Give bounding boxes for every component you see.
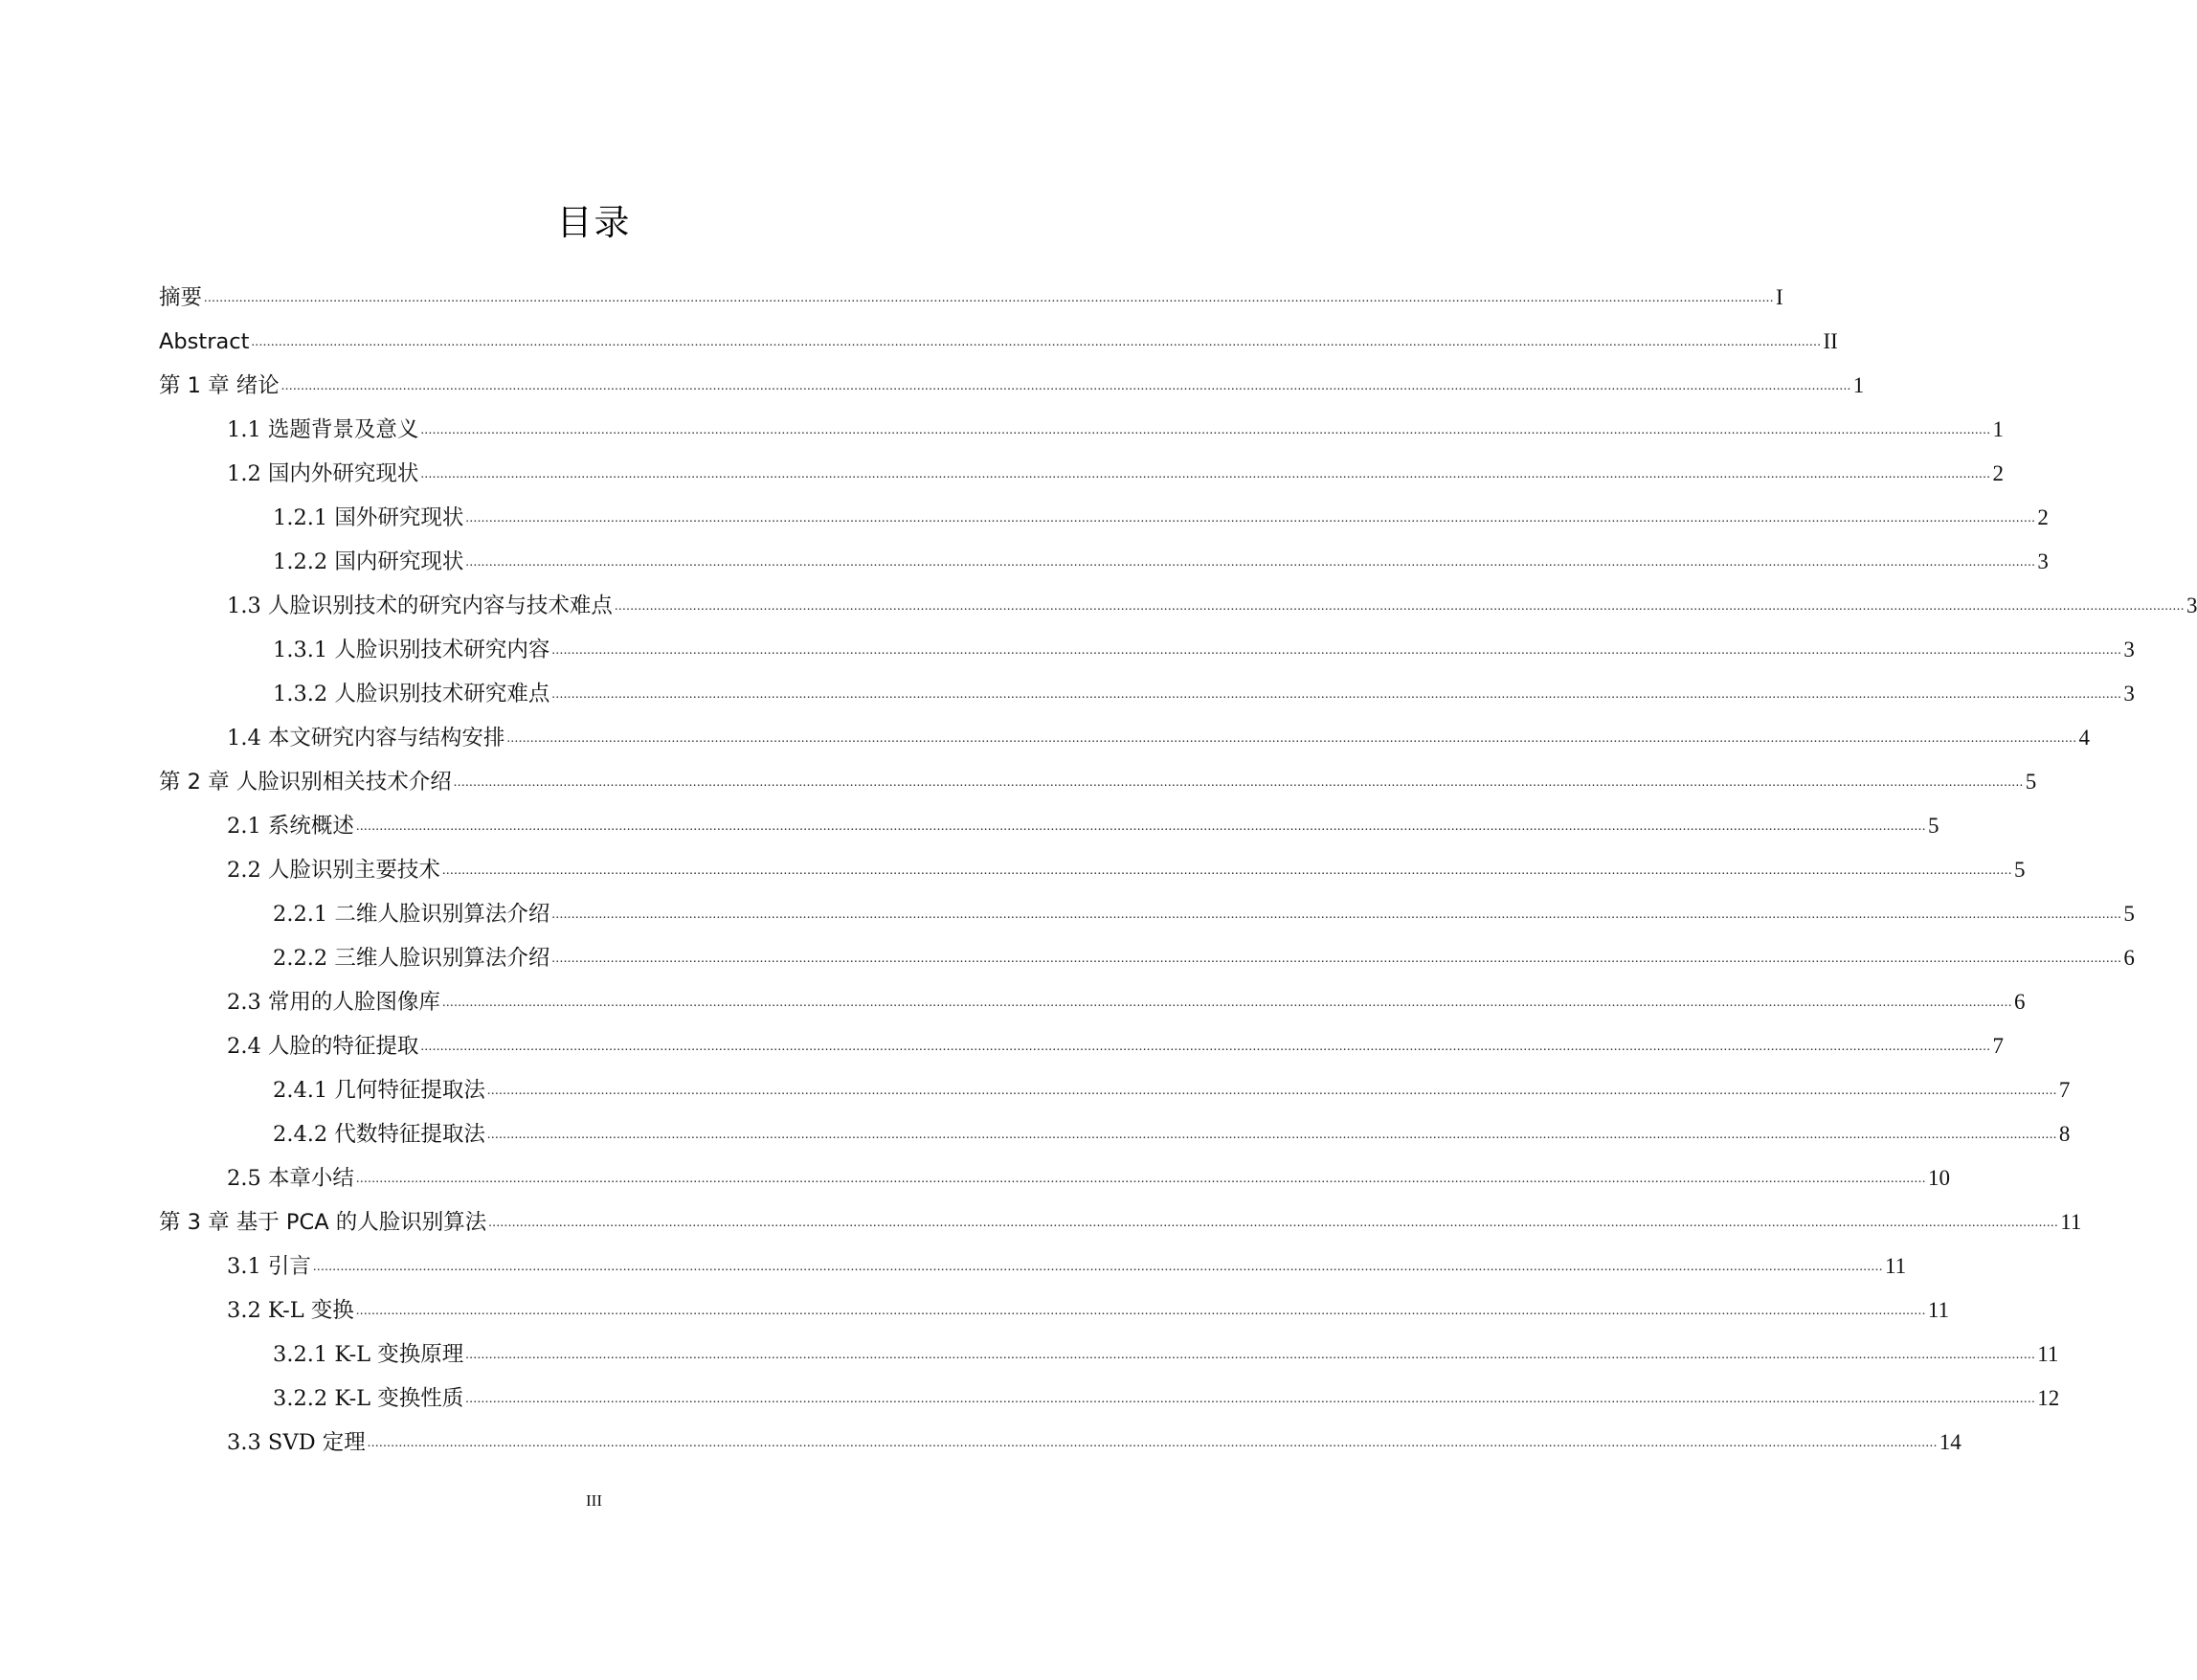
toc-entry-page-number: 7 — [1992, 1034, 2004, 1058]
toc-entry-page-number: 2 — [1992, 461, 2004, 485]
toc-entry[interactable] — [159, 1368, 2060, 1412]
toc-entry[interactable] — [159, 663, 2135, 707]
dot-leader: ................................................................................................................................................................................................................................................................................................................................................................................................................ — [551, 643, 2122, 658]
toc-entry[interactable] — [159, 1412, 1962, 1456]
dot-leader: ................................................................................................................................................................................................................................................................................................................................................................................................................ — [355, 1304, 1926, 1318]
toc-entry[interactable] — [159, 1016, 2004, 1060]
toc-entry-label: 2.2.1 二维人脸识别算法介绍 — [273, 902, 550, 927]
toc-entry-page-number: 2 — [2037, 505, 2049, 529]
dot-leader: ................................................................................................................................................................................................................................................................................................................................................................................................................ — [355, 819, 1926, 834]
toc-entry-page-number: 5 — [2123, 902, 2135, 926]
dot-leader: ................................................................................................................................................................................................................................................................................................................................................................................................................ — [486, 1128, 2057, 1142]
toc-entry[interactable] — [159, 355, 1865, 399]
dot-leader: ................................................................................................................................................................................................................................................................................................................................................................................................................ — [420, 423, 1991, 437]
toc-entry-page-number: 6 — [2013, 990, 2026, 1014]
dot-leader: ................................................................................................................................................................................................................................................................................................................................................................................................................ — [551, 952, 2122, 966]
toc-entry-page-number: 3 — [2123, 682, 2135, 706]
toc-entry-page-number: 8 — [2058, 1122, 2071, 1146]
dot-leader: ................................................................................................................................................................................................................................................................................................................................................................................................................ — [488, 1216, 2059, 1230]
dot-leader: ................................................................................................................................................................................................................................................................................................................................................................................................................ — [420, 467, 1991, 482]
toc-entry-page-number: 4 — [2078, 726, 2090, 750]
toc-entry-label: 1.4 本文研究内容与结构安排 — [227, 726, 505, 750]
toc-entry-label: 1.2.2 国内研究现状 — [273, 549, 464, 574]
toc-entry-label: 1.3.1 人脸识别技术研究内容 — [273, 638, 550, 662]
dot-leader: ................................................................................................................................................................................................................................................................................................................................................................................................................ — [441, 863, 2012, 878]
toc-entry[interactable] — [159, 884, 2135, 928]
dot-leader: ................................................................................................................................................................................................................................................................................................................................................................................................................ — [614, 599, 2185, 614]
toc-entry[interactable] — [159, 1324, 2059, 1368]
toc-entry-label: 1.2.1 国外研究现状 — [273, 505, 464, 530]
toc-entry-label: 2.5 本章小结 — [227, 1166, 354, 1191]
dot-leader: ................................................................................................................................................................................................................................................................................................................................................................................................................ — [367, 1436, 1938, 1450]
toc-entry[interactable] — [159, 1104, 2071, 1148]
toc-entry-label: 2.2.2 三维人脸识别算法介绍 — [273, 946, 550, 971]
dot-leader: ................................................................................................................................................................................................................................................................................................................................................................................................................ — [465, 511, 2036, 526]
toc-entry-label: 3.2 K-L 变换 — [227, 1298, 354, 1323]
toc-entry-label: 2.4.1 几何特征提取法 — [273, 1078, 485, 1103]
toc-entry[interactable] — [159, 311, 1838, 355]
toc-entry-page-number: 1 — [1992, 417, 2004, 441]
toc-entry[interactable] — [159, 531, 2049, 575]
dot-leader: ................................................................................................................................................................................................................................................................................................................................................................................................................ — [551, 687, 2122, 702]
toc-entry-page-number: 5 — [2013, 858, 2026, 882]
table-of-contents — [159, 267, 2197, 1456]
toc-entry[interactable] — [159, 399, 2004, 443]
toc-entry-page-number: 11 — [2060, 1210, 2082, 1234]
toc-entry-page-number: 5 — [1927, 814, 1939, 838]
toc-title: 目录 — [556, 202, 632, 243]
toc-entry[interactable] — [159, 443, 2004, 487]
toc-entry-page-number: 11 — [2037, 1342, 2059, 1366]
toc-entry-label: 2.2 人脸识别主要技术 — [227, 858, 440, 883]
toc-entry-label: 3.1 引言 — [227, 1254, 311, 1279]
page-number-footer: III — [586, 1491, 602, 1510]
toc-entry[interactable] — [159, 751, 2037, 795]
toc-entry[interactable] — [159, 575, 2197, 619]
toc-entry-label: 第 1 章 绪论 — [159, 373, 280, 398]
toc-entry-label: 第 2 章 人脸识别相关技术介绍 — [159, 770, 452, 795]
dot-leader: ................................................................................................................................................................................................................................................................................................................................................................................................................ — [486, 1084, 2057, 1098]
toc-entry-page-number: 14 — [1939, 1430, 1962, 1454]
dot-leader: ................................................................................................................................................................................................................................................................................................................................................................................................................ — [204, 291, 1775, 305]
toc-entry[interactable] — [159, 972, 2026, 1016]
toc-entry[interactable] — [159, 840, 2026, 884]
dot-leader: ................................................................................................................................................................................................................................................................................................................................................................................................................ — [551, 907, 2122, 922]
dot-leader: ................................................................................................................................................................................................................................................................................................................................................................................................................ — [465, 1348, 2036, 1362]
toc-entry[interactable] — [159, 928, 2135, 972]
toc-entry-label: 2.1 系统概述 — [227, 814, 354, 839]
toc-entry-page-number: I — [1776, 285, 1783, 309]
toc-entry[interactable] — [159, 267, 1783, 311]
toc-entry-label: 摘要 — [159, 285, 203, 310]
toc-entry-label: 1.1 选题背景及意义 — [227, 417, 419, 442]
toc-entry-page-number: II — [1823, 329, 1838, 353]
toc-entry[interactable] — [159, 1280, 1949, 1324]
toc-entry[interactable] — [159, 707, 2090, 751]
dot-leader: ................................................................................................................................................................................................................................................................................................................................................................................................................ — [453, 775, 2024, 790]
toc-entry-page-number: 7 — [2058, 1078, 2071, 1102]
toc-entry-page-number: 3 — [2037, 549, 2049, 573]
dot-leader: ................................................................................................................................................................................................................................................................................................................................................................................................................ — [506, 731, 2077, 746]
dot-leader: ................................................................................................................................................................................................................................................................................................................................................................................................................ — [251, 335, 1822, 349]
toc-entry-page-number: 3 — [2186, 594, 2197, 617]
toc-entry-page-number: 11 — [1884, 1254, 1907, 1278]
dot-leader: ................................................................................................................................................................................................................................................................................................................................................................................................................ — [312, 1260, 1883, 1274]
toc-entry[interactable] — [159, 1060, 2071, 1104]
toc-entry-label: Abstract — [159, 329, 250, 354]
toc-entry-label: 2.3 常用的人脸图像库 — [227, 990, 440, 1015]
toc-entry-page-number: 3 — [2123, 638, 2135, 661]
toc-entry-label: 1.3.2 人脸识别技术研究难点 — [273, 682, 550, 706]
toc-entry[interactable] — [159, 1236, 1907, 1280]
dot-leader: ................................................................................................................................................................................................................................................................................................................................................................................................................ — [465, 1392, 2036, 1406]
toc-entry-page-number: 11 — [1927, 1298, 1949, 1322]
dot-leader: ................................................................................................................................................................................................................................................................................................................................................................................................................ — [465, 555, 2036, 570]
toc-entry-label: 2.4 人脸的特征提取 — [227, 1034, 419, 1059]
dot-leader: ................................................................................................................................................................................................................................................................................................................................................................................................................ — [355, 1172, 1926, 1186]
toc-entry-label: 第 3 章 基于 PCA 的人脸识别算法 — [159, 1210, 487, 1235]
toc-entry-page-number: 12 — [2037, 1386, 2060, 1410]
toc-entry-label: 3.2.2 K-L 变换性质 — [273, 1386, 464, 1411]
toc-entry[interactable] — [159, 795, 1939, 840]
toc-entry-label: 3.2.1 K-L 变换原理 — [273, 1342, 464, 1367]
toc-entry-page-number: 10 — [1927, 1166, 1950, 1190]
toc-entry-label: 3.3 SVD 定理 — [227, 1430, 366, 1455]
toc-entry[interactable] — [159, 1192, 2082, 1236]
toc-entry-page-number: 5 — [2025, 770, 2037, 794]
toc-entry-label: 1.2 国内外研究现状 — [227, 461, 419, 486]
toc-entry-page-number: 1 — [1852, 373, 1865, 397]
toc-entry-label: 2.4.2 代数特征提取法 — [273, 1122, 485, 1147]
dot-leader: ................................................................................................................................................................................................................................................................................................................................................................................................................ — [420, 1040, 1991, 1054]
toc-entry-page-number: 6 — [2123, 946, 2135, 970]
toc-entry-label: 1.3 人脸识别技术的研究内容与技术难点 — [227, 594, 613, 618]
dot-leader: ................................................................................................................................................................................................................................................................................................................................................................................................................ — [441, 996, 2012, 1010]
toc-entry[interactable] — [159, 487, 2049, 531]
toc-entry[interactable] — [159, 1148, 1950, 1192]
dot-leader: ................................................................................................................................................................................................................................................................................................................................................................................................................ — [280, 379, 1851, 393]
toc-entry[interactable] — [159, 619, 2135, 663]
